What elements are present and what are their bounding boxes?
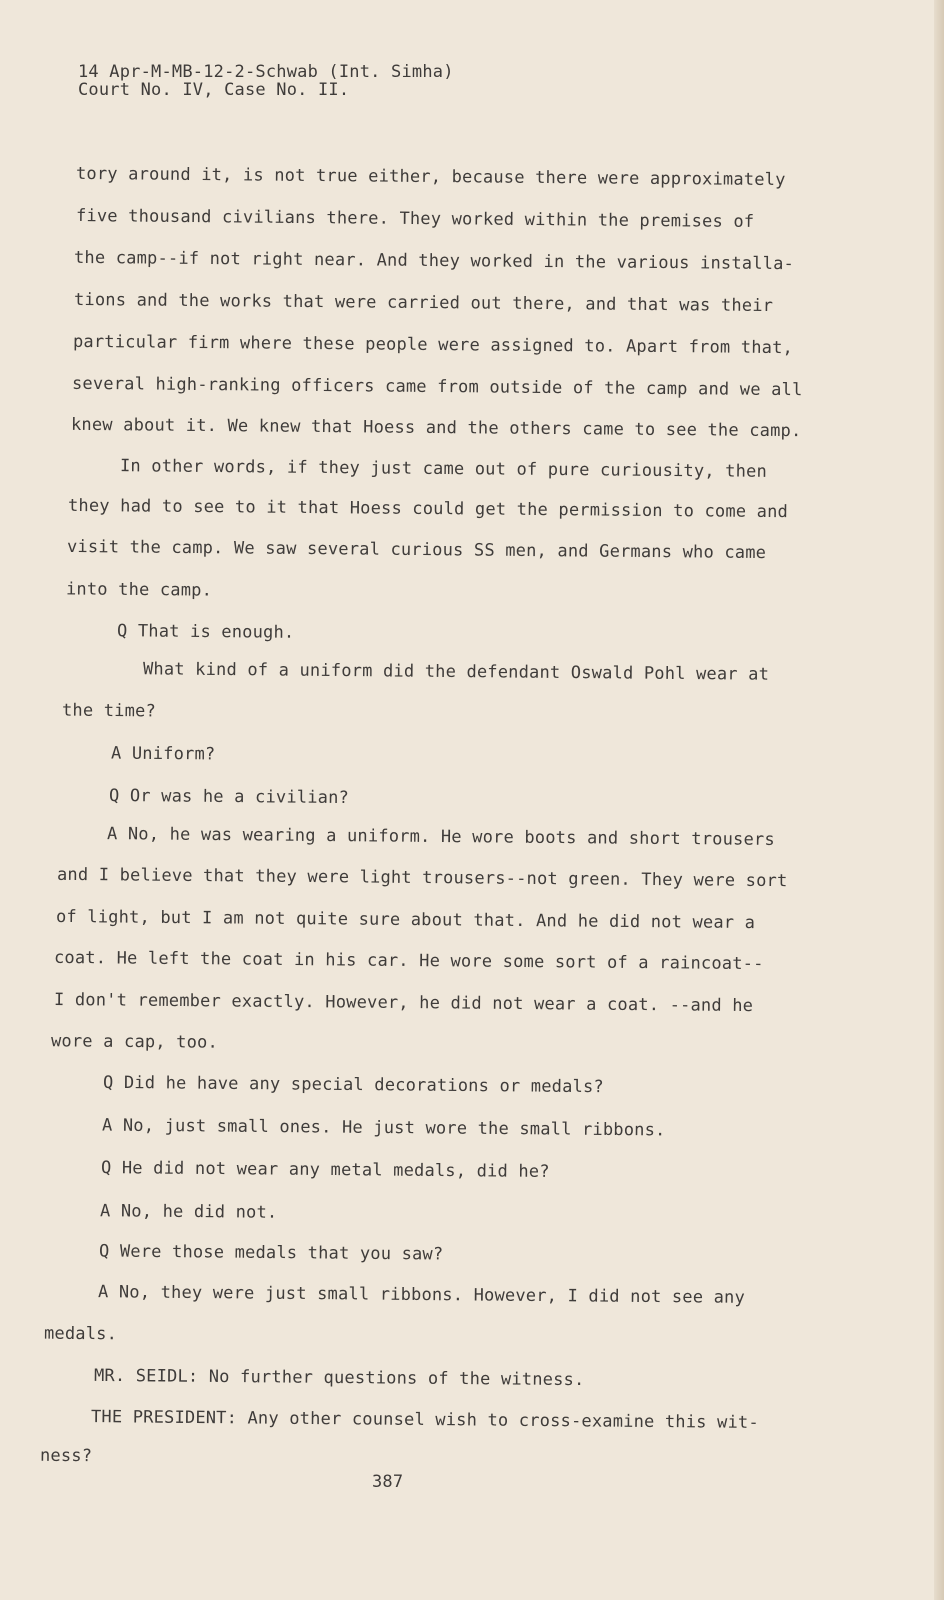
transcript-line: tory around it, is not true either, because there were approximately <box>75 163 786 191</box>
transcript-line: ness? <box>39 1445 93 1467</box>
transcript-line: tions and the works that were carried out there, and that was their <box>73 289 774 317</box>
transcript-line: Q Or was he a civilian? <box>108 785 350 809</box>
transcript-line: the time? <box>61 700 157 722</box>
transcript-line: visit the camp. We saw several curious SS men, and Germans who came <box>66 536 767 564</box>
page-edge <box>934 0 944 1600</box>
transcript-line: THE PRESIDENT: Any other counsel wish to cross-examine this wit- <box>90 1407 759 1433</box>
transcript-line: I don't remember exactly. However, he did not wear a coat. --and he <box>53 989 754 1017</box>
transcript-line: Q That is enough. <box>116 621 295 643</box>
transcript-line: A No, he did not. <box>99 1201 278 1223</box>
transcript-line: they had to see to it that Hoess could get the permission to come and <box>67 495 789 523</box>
transcript-line: A No, he was wearing a uniform. He wore boots and short trousers <box>106 824 775 850</box>
header-line-1: 14 Apr-M-MB-12-2-Schwab (Int. Simha) <box>78 62 454 82</box>
transcript-line: Q Did he have any special decorations or medals? <box>102 1072 604 1098</box>
transcript-line: In other words, if they just came out of pure curiousity, then <box>119 456 768 482</box>
transcript-line: A No, they were just small ribbons. However, I did not see any <box>97 1282 746 1308</box>
transcript-line: particular firm where these people were assigned to. Apart from that, <box>72 331 794 359</box>
transcript-line: into the camp. <box>65 579 213 601</box>
transcript-line: and I believe that they were light trousers--not green. They were sort <box>56 864 788 892</box>
transcript-line: Q He did not wear any metal medals, did he? <box>100 1158 550 1182</box>
transcript-line: knew about it. We knew that Hoess and the others came to see the camp. <box>70 414 802 442</box>
transcript-line: the camp--if not right near. And they worked in the various installa- <box>73 247 795 275</box>
transcript-line: A No, just small ones. He just wore the small ribbons. <box>101 1115 666 1141</box>
transcript-line: MR. SEIDL: No further questions of the witness. <box>93 1365 585 1391</box>
page-number: 387 <box>372 1472 404 1492</box>
transcript-line: medals. <box>43 1323 118 1345</box>
transcript-line: five thousand civilians there. They worked within the premises of <box>75 206 755 232</box>
transcript-line: coat. He left the coat in his car. He wore some sort of a raincoat-- <box>53 947 764 975</box>
transcript-line: What kind of a uniform did the defendant Oswald Pohl wear at <box>142 659 770 685</box>
transcript-line: wore a cap, too. <box>50 1031 219 1053</box>
transcript-line: A Uniform? <box>110 743 216 765</box>
header-line-2: Court No. IV, Case No. II. <box>78 80 350 100</box>
transcript-line: Q Were those medals that you saw? <box>98 1241 444 1265</box>
transcript-line: of light, but I am not quite sure about that. And he did not wear a <box>55 906 756 934</box>
transcript-line: several high-ranking officers came from outside of the camp and we all <box>71 373 803 401</box>
